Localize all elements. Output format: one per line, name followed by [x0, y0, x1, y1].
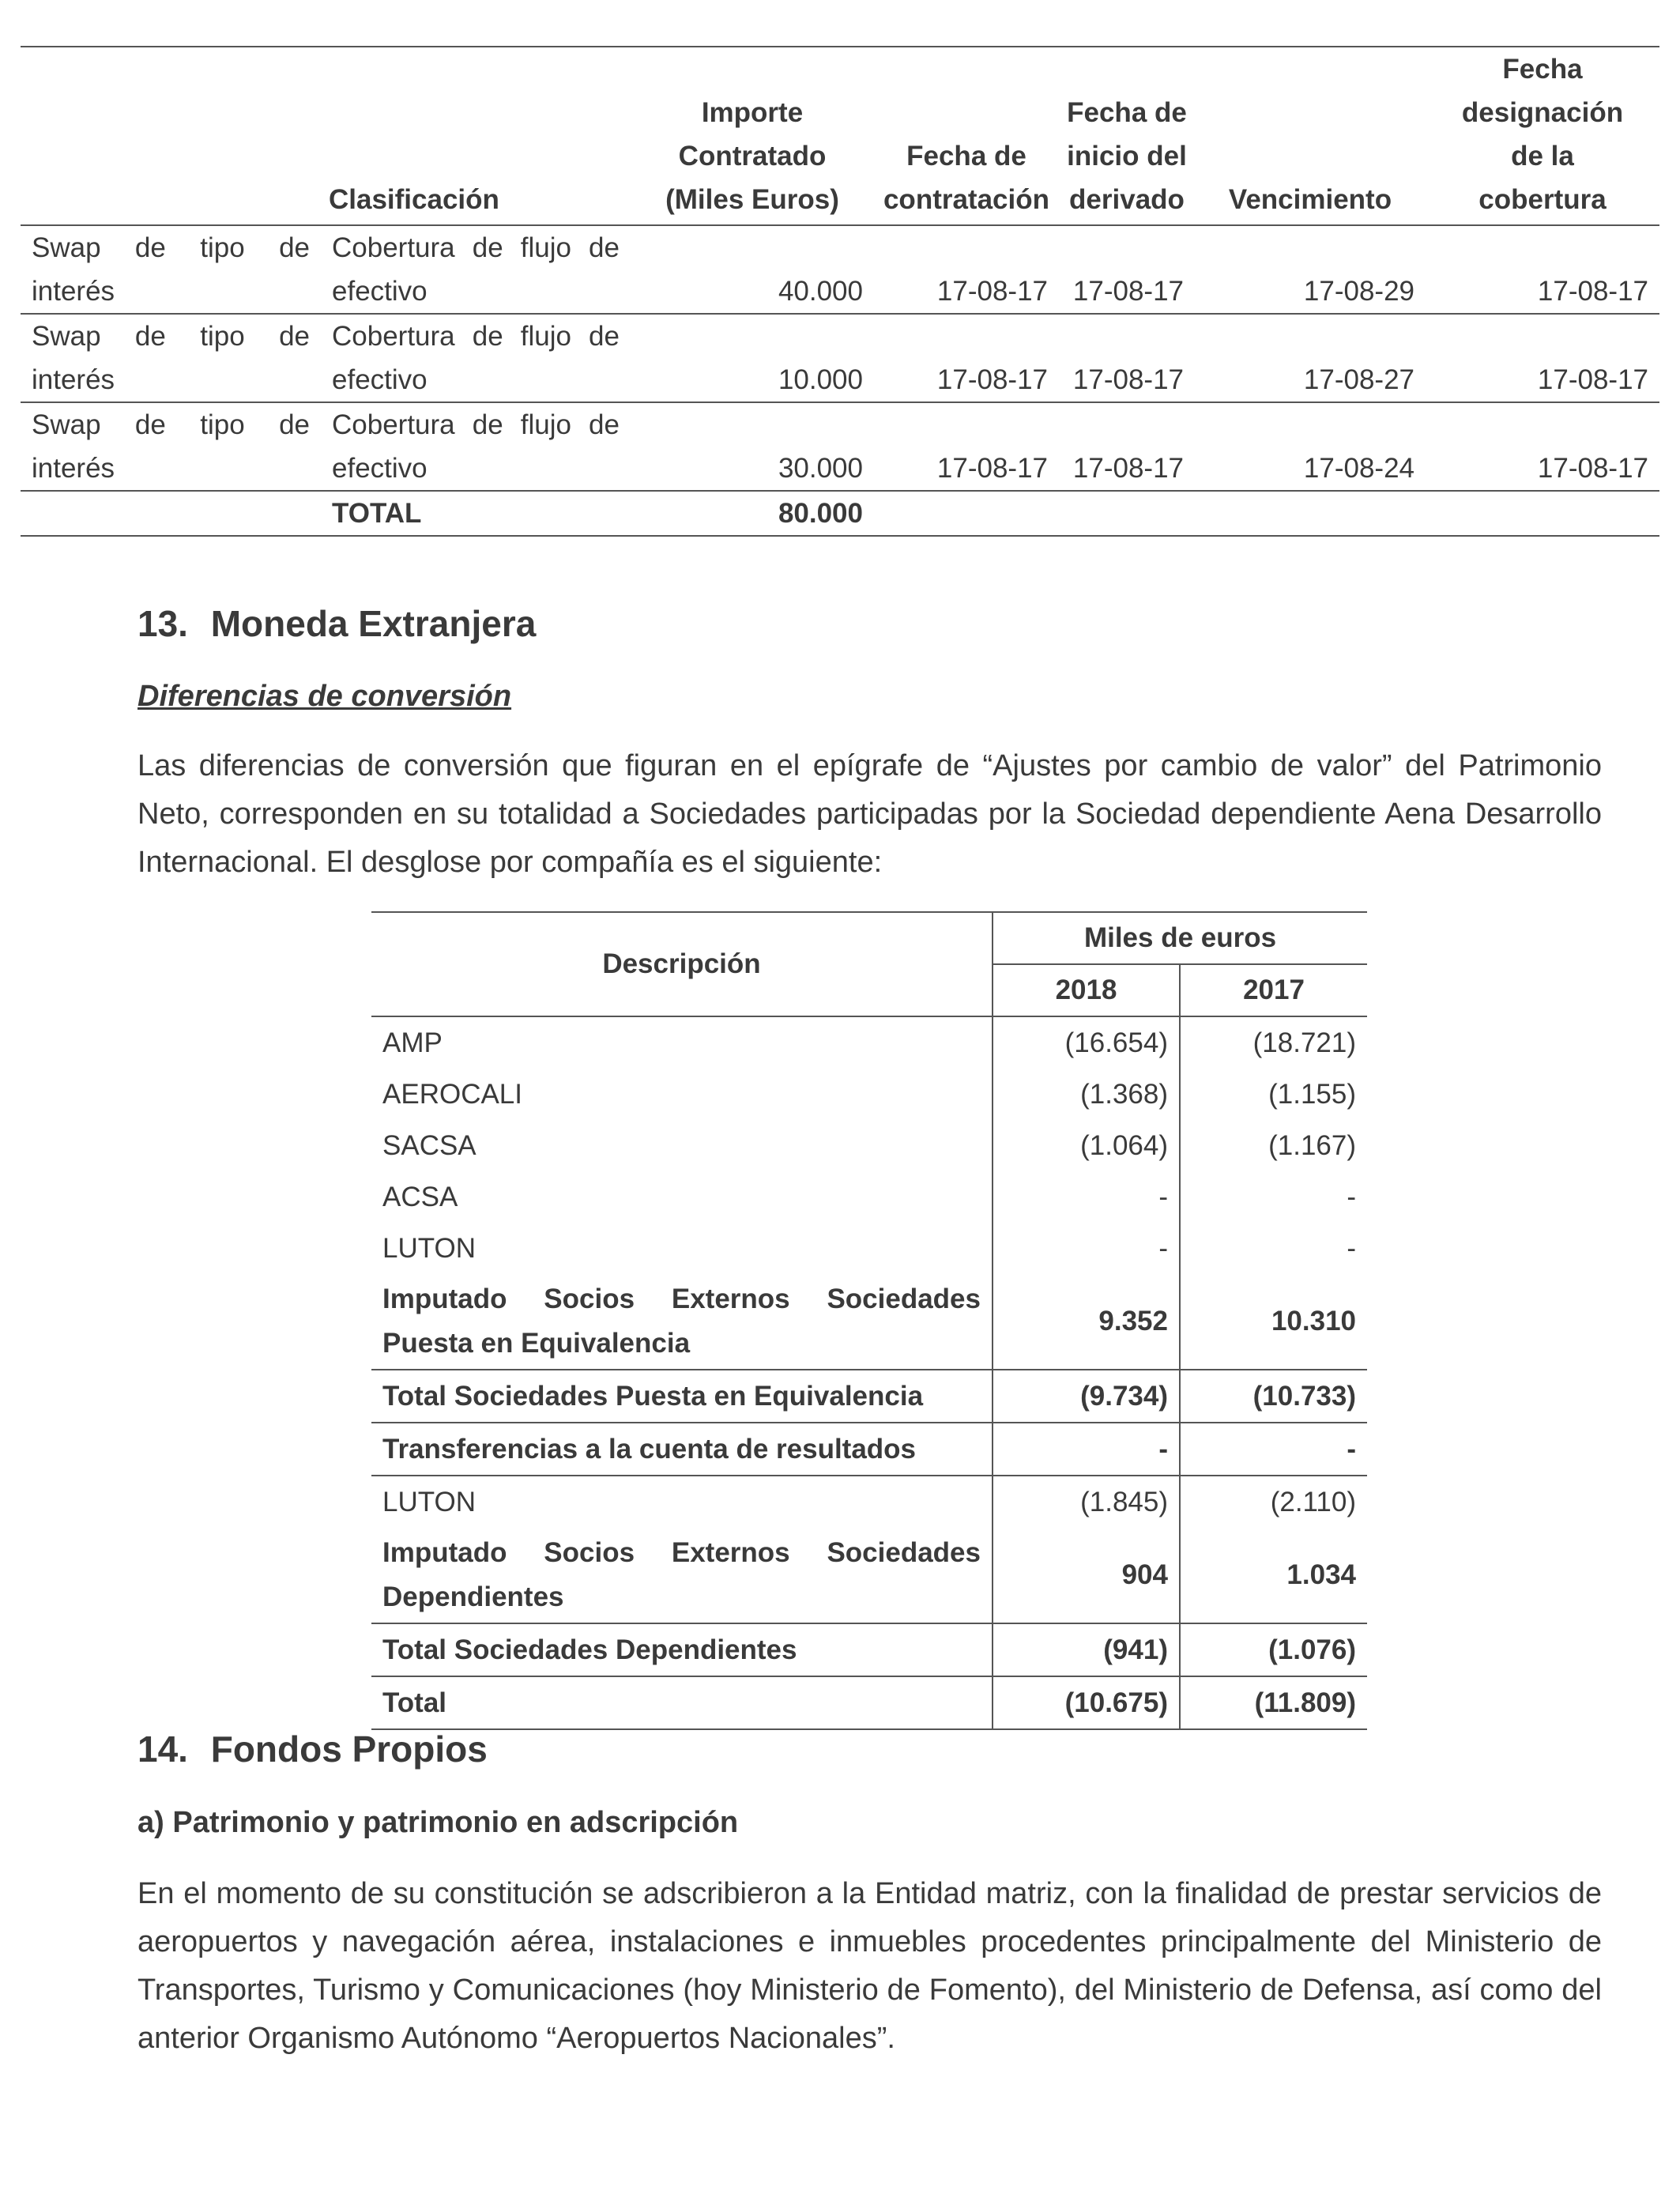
cell-fecha-designacion: 17-08-17	[1537, 453, 1648, 484]
value-2018: (1.845)	[993, 1476, 1180, 1528]
value-2017: -	[1347, 1181, 1357, 1212]
header-fecha-contratacion: Fecha de contratación	[883, 141, 1050, 215]
table-row	[371, 1676, 1367, 1729]
cell-vencimiento: 17-08-29	[1303, 276, 1414, 307]
table-row	[371, 1223, 1367, 1274]
total-value: 80.000	[778, 498, 863, 529]
cell-fecha-contratacion: 17-08-17	[936, 276, 1048, 307]
cell-fecha-inicio: 17-08-17	[1072, 276, 1184, 307]
value-2017: 10.310	[1271, 1306, 1357, 1336]
total-row	[21, 491, 1659, 536]
cell-vencimiento: 17-08-24	[1303, 453, 1414, 484]
row-label: LUTON	[371, 1223, 993, 1274]
value-2017: (1.167)	[1268, 1129, 1357, 1161]
header-importe: Importe Contratado (Miles Euros)	[665, 97, 839, 215]
section-14-paragraph: En el momento de su constitución se adscribieron a la Entidad matriz, con la finalidad de prestar servicios de aeropuertos y navegación aérea, instalaciones e inmuebles procedentes principalmente del Ministerio de Transportes, Turismo y Comunicaciones (hoy Ministerio de Fomento), del Ministerio de Defensa, así como del anterior Organismo Autónomo “Aeropuertos Nacionales”.	[137, 1877, 1602, 2055]
section-number: 14.	[137, 1728, 188, 1770]
cell-clasificacion: Cobertura de flujo de efectivo	[332, 232, 620, 307]
value-2017: -	[1180, 1423, 1367, 1476]
header-year-2017: 2017	[1180, 964, 1367, 1016]
header-miles-euros: Miles de euros	[993, 912, 1367, 964]
cell-tipo: Swap de tipo de interés	[32, 409, 310, 484]
cell-fecha-designacion: 17-08-17	[1537, 276, 1648, 307]
row-label: Transferencias a la cuenta de resultados	[371, 1423, 993, 1476]
table-row	[371, 1623, 1367, 1676]
table-row	[21, 402, 1659, 491]
cell-fecha-designacion: 17-08-17	[1537, 364, 1648, 395]
section-14-subtitle: a) Patrimonio y patrimonio en adscripción	[137, 1806, 739, 1839]
row-label: LUTON	[371, 1476, 993, 1528]
table-row	[371, 1476, 1367, 1528]
cell-fecha-inicio: 17-08-17	[1072, 453, 1184, 484]
cell-tipo: Swap de tipo de interés	[32, 321, 310, 395]
table-row	[371, 1274, 1367, 1370]
row-label: Total	[371, 1676, 993, 1729]
table-row	[371, 1423, 1367, 1476]
value-2018: -	[993, 1423, 1180, 1476]
header-descripcion: Descripción	[371, 912, 993, 1016]
header-fecha-designacion: Fecha designación de la cobertura	[1461, 54, 1624, 215]
value-2018: (10.675)	[993, 1676, 1180, 1729]
cell-fecha-inicio: 17-08-17	[1072, 364, 1184, 395]
value-2017: (11.809)	[1180, 1676, 1367, 1729]
conversion-header-row	[371, 912, 1367, 964]
value-2017: (18.721)	[1252, 1027, 1357, 1058]
value-2018: (1.368)	[993, 1069, 1180, 1120]
section-title: Moneda Extranjera	[210, 603, 537, 644]
row-label: AMP	[371, 1016, 993, 1069]
section-13-paragraph: Las diferencias de conversión que figuran en el epígrafe de “Ajustes por cambio de valor” del Patrimonio Neto, corresponden en su totalidad a Sociedades participadas por la Sociedad dependiente Aena Desarrollo Internacional. El desglose por compañía es el siguiente:	[137, 749, 1602, 879]
header-fecha-inicio: Fecha de inicio del derivado	[1067, 97, 1187, 215]
row-label: ACSA	[371, 1171, 993, 1223]
derivatives-table	[21, 46, 1659, 537]
section-number: 13.	[137, 603, 188, 644]
cell-clasificacion: Cobertura de flujo de efectivo	[332, 409, 620, 484]
cell-fecha-contratacion: 17-08-17	[936, 453, 1048, 484]
section-14-heading	[137, 1728, 488, 1770]
value-2017: -	[1347, 1232, 1357, 1264]
section-13-subtitle: Diferencias de conversión	[137, 680, 512, 713]
cell-fecha-contratacion: 17-08-17	[936, 364, 1048, 395]
value-2017: (1.155)	[1268, 1078, 1357, 1110]
cell-tipo: Swap de tipo de interés	[32, 232, 310, 307]
value-2018: (1.064)	[993, 1120, 1180, 1171]
value-2018: (941)	[993, 1623, 1180, 1676]
header-year-2018: 2018	[993, 964, 1180, 1016]
cell-importe: 40.000	[778, 276, 863, 307]
table-row	[371, 1120, 1367, 1171]
table-row	[21, 314, 1659, 402]
table-row	[21, 225, 1659, 314]
value-2018: 904	[993, 1528, 1180, 1623]
row-label: AEROCALI	[371, 1069, 993, 1120]
value-2018: 9.352	[993, 1274, 1180, 1370]
row-label: Imputado Socios Externos Sociedades Puesta en Equivalencia	[371, 1274, 993, 1370]
header-clasificacion: Clasificación	[329, 184, 499, 215]
value-2018: (16.654)	[993, 1016, 1180, 1069]
row-label: Total Sociedades Dependientes	[371, 1623, 993, 1676]
section-13-heading	[137, 602, 536, 645]
cell-vencimiento: 17-08-27	[1303, 364, 1414, 395]
section-title: Fondos Propios	[210, 1728, 488, 1770]
value-2017: (2.110)	[1180, 1476, 1367, 1528]
table-row	[371, 1069, 1367, 1120]
cell-importe: 30.000	[778, 453, 863, 484]
value-2017: (10.733)	[1180, 1370, 1367, 1423]
header-vencimiento: Vencimiento	[1228, 184, 1392, 215]
value-2018: -	[993, 1171, 1180, 1223]
cell-clasificacion: Cobertura de flujo de efectivo	[332, 321, 620, 395]
value-2017: 1.034	[1286, 1559, 1357, 1590]
table-row	[371, 1171, 1367, 1223]
value-2018: -	[993, 1223, 1180, 1274]
table-row	[371, 1528, 1367, 1623]
table-row	[371, 1370, 1367, 1423]
row-label: Total Sociedades Puesta en Equivalencia	[371, 1370, 993, 1423]
cell-importe: 10.000	[778, 364, 863, 395]
conversion-table	[371, 911, 1367, 1730]
header-tipo	[21, 47, 321, 225]
total-label: TOTAL	[332, 498, 422, 529]
derivatives-header-row	[21, 47, 1659, 225]
row-label: Imputado Socios Externos Sociedades Dependientes	[371, 1528, 993, 1623]
value-2017: (1.076)	[1180, 1623, 1367, 1676]
row-label: SACSA	[371, 1120, 993, 1171]
table-row	[371, 1016, 1367, 1069]
value-2018: (9.734)	[993, 1370, 1180, 1423]
